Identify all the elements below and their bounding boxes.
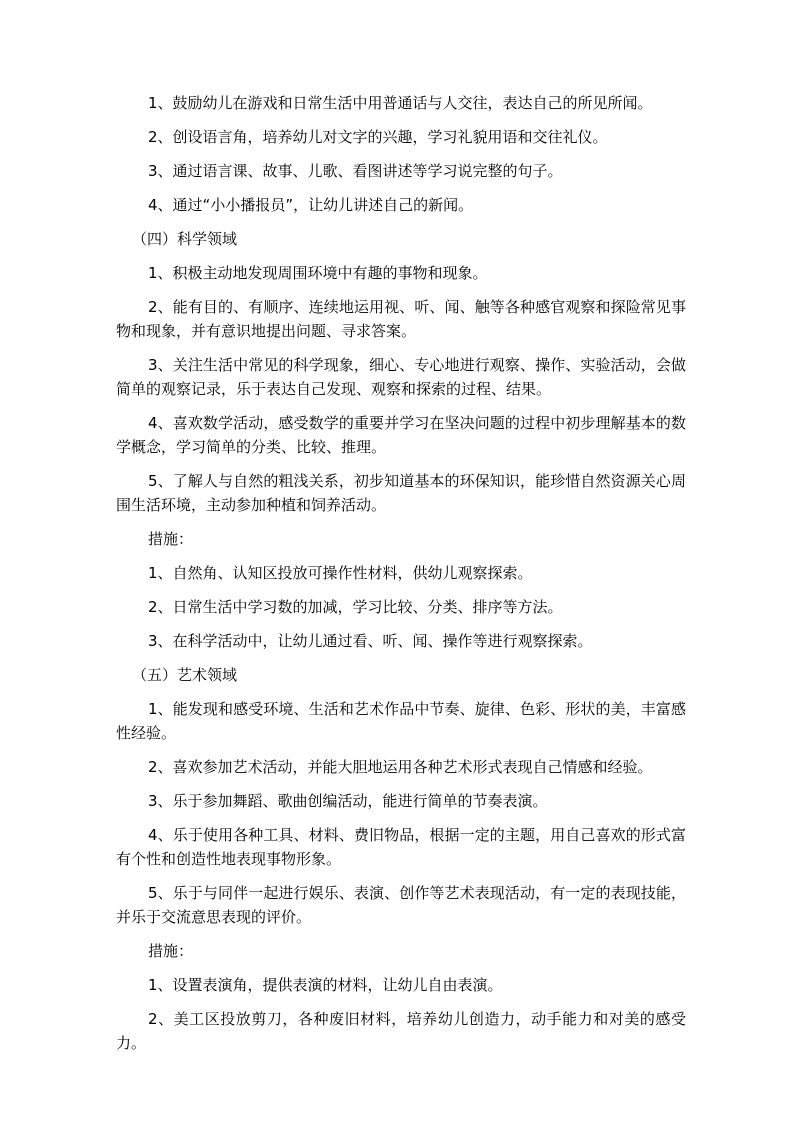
paragraph: 1、能发现和感受环境、生活和艺术作品中节奏、旋律、色彩、形状的美，丰富感性经验。 <box>116 700 686 742</box>
paragraph: 3、乐于参加舞蹈、歌曲创编活动，能进行简单的节奏表演。 <box>148 792 548 810</box>
paragraph: 3、在科学活动中，让幼儿通过看、听、闻、操作等进行观察探索。 <box>148 632 593 650</box>
paragraph: 4、乐于使用各种工具、材料、费旧物品，根据一定的主题，用自己喜欢的形式富有个性和创造性地表现事物形象。 <box>116 826 686 868</box>
section-heading: （四）科学领域 <box>132 230 238 248</box>
paragraph: 3、关注生活中常见的科学现象，细心、专心地进行观察、操作、实验活动，会做简单的观察记录，乐于表达自己发现、观察和探索的过程、结果。 <box>116 356 686 398</box>
paragraph: 2、创设语言角，培养幼儿对文字的兴趣，学习礼貌用语和交往礼仪。 <box>148 128 608 146</box>
paragraph: 2、喜欢参加艺术活动，并能大胆地运用各种艺术形式表现自己情感和经验。 <box>148 758 653 776</box>
document-page <box>116 91 686 1065</box>
paragraph: 4、通过“小小播报员”，让幼儿讲述自己的新闻。 <box>148 196 474 214</box>
section-heading: （五）艺术领域 <box>132 666 238 684</box>
paragraph: 5、了解人与自然的粗浅关系，初步知道基本的环保知识，能珍惜自然资源关心周围生活环境，主动参加种植和饲养活动。 <box>116 472 686 514</box>
paragraph: 1、积极主动地发现周围环境中有趣的事物和现象。 <box>148 264 488 282</box>
paragraph: 3、通过语言课、故事、儿歌、看图讲述等学习说完整的句子。 <box>148 162 563 180</box>
measures-label: 措施： <box>148 942 194 960</box>
paragraph: 1、鼓励幼儿在游戏和日常生活中用普通话与人交往，表达自己的所见所闻。 <box>148 94 653 112</box>
paragraph: 2、日常生活中学习数的加减，学习比较、分类、排序等方法。 <box>148 598 563 616</box>
measures-label: 措施： <box>148 530 194 548</box>
paragraph: 1、自然角、认知区投放可操作性材料，供幼儿观察探索。 <box>148 564 533 582</box>
paragraph: 2、美工区投放剪刀，各种废旧材料，培养幼儿创造力，动手能力和对美的感受力。 <box>116 1010 686 1052</box>
paragraph: 2、能有目的、有顺序、连续地运用视、听、闻、触等各种感官观察和探险常见事物和现象，并有意识地提出问题、寻求答案。 <box>116 298 686 340</box>
paragraph: 1、设置表演角，提供表演的材料，让幼儿自由表演。 <box>148 976 503 994</box>
paragraph: 5、乐于与同伴一起进行娱乐、表演、创作等艺术表现活动，有一定的表现技能，并乐于交流意思表现的评价。 <box>116 884 686 926</box>
paragraph: 4、喜欢数学活动，感受数学的重要并学习在坚决问题的过程中初步理解基本的数学概念，学习简单的分类、比较、推理。 <box>116 414 686 456</box>
